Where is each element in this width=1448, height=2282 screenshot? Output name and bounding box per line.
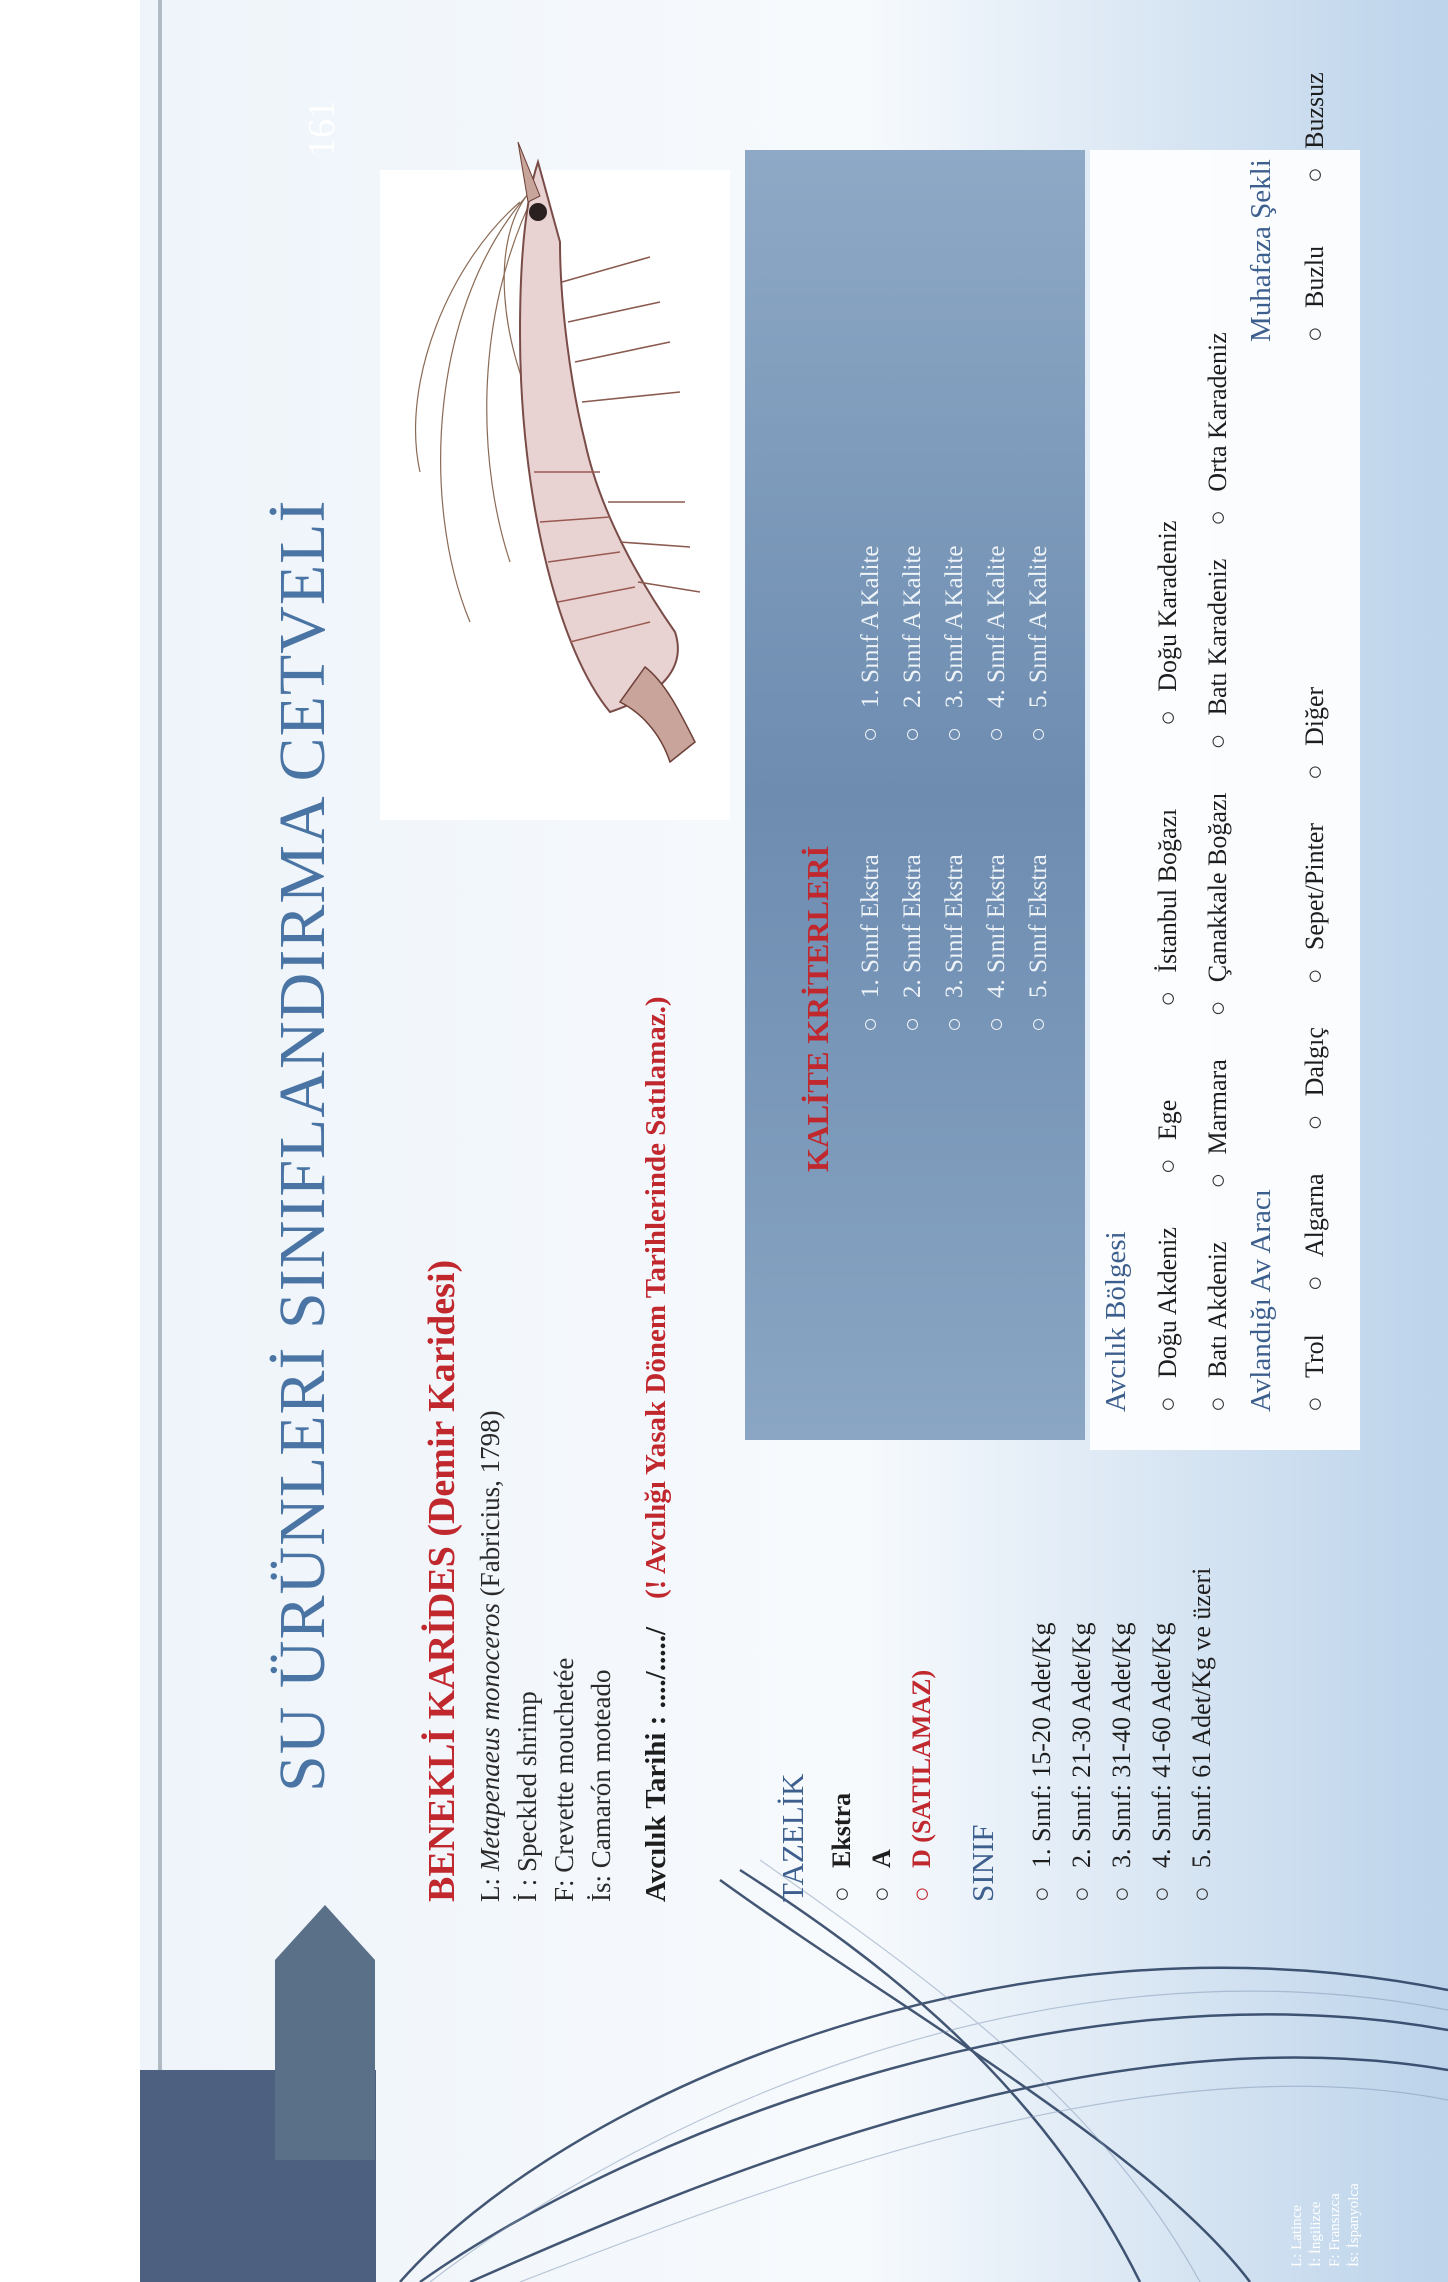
gear-option-label: Algarna bbox=[1300, 1173, 1329, 1258]
quality-extra-option[interactable] bbox=[976, 854, 1018, 1032]
radio-icon: ○ bbox=[857, 1016, 884, 1032]
region-option-label: Orta Karadeniz bbox=[1203, 332, 1232, 492]
quality-extra-option[interactable] bbox=[1018, 854, 1060, 1032]
radio-icon: ○ bbox=[1300, 764, 1329, 780]
quality-a-option[interactable] bbox=[934, 546, 976, 743]
radio-icon: ○ bbox=[1027, 1886, 1056, 1902]
radio-icon: ○ bbox=[1300, 1396, 1329, 1412]
freshness-options bbox=[822, 1669, 942, 1902]
region-option[interactable] bbox=[1203, 332, 1232, 526]
radio-icon: ○ bbox=[941, 726, 968, 742]
preservation-row bbox=[1295, 72, 1335, 342]
quality-extra-option[interactable] bbox=[850, 854, 892, 1032]
region-option[interactable] bbox=[1203, 1059, 1232, 1188]
region-option[interactable] bbox=[1203, 559, 1232, 750]
radio-icon: ○ bbox=[1203, 1396, 1232, 1412]
quality-option-label: 2. Sınıf Ekstra bbox=[899, 854, 926, 998]
language-legend bbox=[1288, 2183, 1364, 2267]
gear-title: Avlandığı Av Aracı bbox=[1245, 1189, 1277, 1412]
region-option[interactable] bbox=[1153, 809, 1182, 1007]
class-option-2[interactable] bbox=[1062, 1568, 1102, 1902]
region-option[interactable] bbox=[1203, 1242, 1232, 1412]
radio-icon: ○ bbox=[1300, 1114, 1329, 1131]
freshness-option-ekstra[interactable] bbox=[822, 1792, 862, 1902]
gear-option[interactable] bbox=[1300, 823, 1329, 984]
legend-french: F: Fransızca bbox=[1327, 2193, 1343, 2267]
region-title: Avcılık Bölgesi bbox=[1100, 1231, 1132, 1412]
quality-option-label: 1. Sınıf Ekstra bbox=[857, 854, 884, 998]
gear-option[interactable] bbox=[1300, 687, 1329, 780]
gear-option[interactable] bbox=[1300, 1173, 1329, 1291]
preservation-title: Muhafaza Şekli bbox=[1245, 159, 1277, 342]
page-number: 161 bbox=[301, 100, 343, 157]
region-option[interactable] bbox=[1153, 1227, 1182, 1412]
radio-icon: ○ bbox=[907, 1886, 936, 1902]
radio-icon: ○ bbox=[1025, 1016, 1052, 1032]
region-row-2 bbox=[1198, 332, 1238, 1412]
radio-icon: ○ bbox=[1187, 1886, 1216, 1902]
shrimp-illustration bbox=[410, 122, 730, 802]
quality-option-label: 4. Sınıf Ekstra bbox=[983, 854, 1010, 998]
quality-a-list bbox=[850, 546, 1060, 743]
class-option-label: 4. Sınıf: 41-60 Adet/Kg bbox=[1147, 1622, 1176, 1868]
radio-icon: ○ bbox=[857, 726, 884, 742]
radio-icon: ○ bbox=[1300, 968, 1329, 985]
quality-extra-list bbox=[850, 854, 1060, 1032]
gear-option-label: Sepet/Pinter bbox=[1300, 822, 1329, 951]
class-option-3[interactable] bbox=[1102, 1568, 1142, 1902]
radio-icon: ○ bbox=[899, 1016, 926, 1032]
region-row-1 bbox=[1148, 521, 1188, 1412]
radio-icon: ○ bbox=[1153, 1396, 1182, 1412]
radio-icon: ○ bbox=[1300, 326, 1329, 342]
latin-prefix: L: bbox=[475, 1871, 505, 1902]
legend-english: İ: İngilizce bbox=[1308, 2201, 1324, 2267]
radio-icon: ○ bbox=[983, 1016, 1010, 1032]
quality-option-label: 3. Sınıf A Kalite bbox=[941, 545, 968, 708]
radio-icon: ○ bbox=[1203, 733, 1232, 750]
radio-icon: ○ bbox=[1147, 1886, 1176, 1902]
radio-icon: ○ bbox=[1300, 1275, 1329, 1292]
species-title: BENEKLİ KARİDES (Demir Karidesi) bbox=[421, 1259, 463, 1902]
radio-icon: ○ bbox=[1107, 1886, 1136, 1902]
quality-extra-option[interactable] bbox=[934, 854, 976, 1032]
quality-option-label: 2. Sınıf A Kalite bbox=[899, 545, 926, 708]
species-names bbox=[472, 1410, 620, 1902]
region-option-label: Batı Karadeniz bbox=[1203, 558, 1232, 716]
radio-icon: ○ bbox=[1203, 1000, 1232, 1017]
class-option-1[interactable] bbox=[1022, 1568, 1062, 1902]
gear-row bbox=[1295, 687, 1335, 1412]
radio-icon: ○ bbox=[899, 726, 926, 742]
latin-name: Metapenaeus monoceros bbox=[475, 1603, 505, 1872]
radio-icon: ○ bbox=[827, 1886, 856, 1902]
gear-option-label: Trol bbox=[1300, 1334, 1329, 1378]
english-name: İ : Speckled shrimp bbox=[512, 1691, 542, 1902]
gear-option-label: Diğer bbox=[1300, 686, 1329, 746]
freshness-option-label: A bbox=[867, 1849, 896, 1868]
radio-icon: ○ bbox=[1203, 1172, 1232, 1189]
legend-spanish: İs: İspanyolca bbox=[1346, 2183, 1362, 2267]
region-option-label: Doğu Akdeniz bbox=[1153, 1227, 1182, 1378]
quality-a-option[interactable] bbox=[850, 546, 892, 743]
radio-icon: ○ bbox=[1153, 1158, 1182, 1175]
quality-extra-option[interactable] bbox=[892, 854, 934, 1032]
spanish-name: İs: Camarón moteado bbox=[586, 1669, 616, 1902]
freshness-option-a[interactable] bbox=[862, 1849, 902, 1902]
radio-icon: ○ bbox=[867, 1886, 896, 1902]
page-title: SU ÜRÜNLERİ SINIFLANDIRMA CETVELİ bbox=[266, 499, 339, 1792]
region-option-label: Marmara bbox=[1203, 1059, 1232, 1155]
region-option[interactable] bbox=[1203, 792, 1232, 1016]
region-option-label: Çanakkale Boğazı bbox=[1203, 792, 1232, 983]
radio-icon: ○ bbox=[941, 1016, 968, 1032]
freshness-option-label: D (SATILAMAZ) bbox=[907, 1669, 936, 1868]
radio-icon: ○ bbox=[1067, 1886, 1096, 1902]
freshness-option-label: Ekstra bbox=[827, 1792, 856, 1868]
fishing-ban-warning: (! Avcılığı Yasak Dönem Tarihlerinde Satılamaz.) bbox=[640, 996, 672, 1599]
quality-a-option[interactable] bbox=[892, 546, 934, 743]
class-option-5[interactable] bbox=[1182, 1568, 1222, 1902]
class-option-label: 2. Sınıf: 21-30 Adet/Kg bbox=[1067, 1622, 1096, 1868]
class-title: SINIF bbox=[965, 1824, 1000, 1902]
class-options bbox=[1022, 1568, 1222, 1902]
latin-name-line bbox=[472, 1410, 509, 1902]
preservation-option[interactable] bbox=[1300, 246, 1329, 342]
gear-option[interactable] bbox=[1300, 1027, 1329, 1130]
quality-option-label: 4. Sınıf A Kalite bbox=[983, 545, 1010, 708]
preservation-option[interactable] bbox=[1300, 72, 1329, 183]
region-option[interactable] bbox=[1153, 1100, 1182, 1174]
radio-icon: ○ bbox=[1153, 990, 1182, 1007]
quality-option-label: 3. Sınıf Ekstra bbox=[941, 854, 968, 998]
region-option-label: Doğu Karadeniz bbox=[1153, 520, 1182, 692]
french-name: F: Crevette mouchetée bbox=[549, 1657, 579, 1902]
quality-option-label: 5. Sınıf A Kalite bbox=[1025, 545, 1052, 708]
quality-option-label: 1. Sınıf A Kalite bbox=[857, 545, 884, 708]
class-option-4[interactable] bbox=[1142, 1568, 1182, 1902]
region-option-label: Batı Akdeniz bbox=[1203, 1241, 1232, 1378]
preservation-option-label: Buzsuz bbox=[1300, 72, 1329, 149]
freshness-option-d[interactable] bbox=[902, 1669, 942, 1902]
preservation-option-label: Buzlu bbox=[1300, 245, 1329, 308]
fishing-date-line bbox=[640, 996, 673, 1902]
gear-option-label: Dalgıç bbox=[1300, 1027, 1329, 1097]
legend-latin: L: Latince bbox=[1289, 2204, 1305, 2267]
quality-option-label: 5. Sınıf Ekstra bbox=[1025, 854, 1052, 998]
region-option-label: İstanbul Boğazı bbox=[1153, 808, 1182, 973]
latin-author: (Fabricius, 1798) bbox=[475, 1410, 505, 1604]
freshness-title: TAZELİK bbox=[775, 1773, 810, 1902]
quality-a-option[interactable] bbox=[1018, 546, 1060, 743]
radio-icon: ○ bbox=[1300, 167, 1329, 183]
radio-icon: ○ bbox=[1025, 726, 1052, 742]
class-option-label: 3. Sınıf: 31-40 Adet/Kg bbox=[1107, 1622, 1136, 1868]
class-option-label: 1. Sınıf: 15-20 Adet/Kg bbox=[1027, 1622, 1056, 1868]
fishing-date-label: Avcılık Tarihi : ..../...../ bbox=[640, 1626, 672, 1902]
gear-option[interactable] bbox=[1300, 1334, 1329, 1412]
quality-a-option[interactable] bbox=[976, 546, 1018, 743]
region-option[interactable] bbox=[1153, 521, 1182, 726]
radio-icon: ○ bbox=[983, 726, 1010, 742]
radio-icon: ○ bbox=[1153, 710, 1182, 726]
radio-icon: ○ bbox=[1203, 509, 1232, 526]
class-option-label: 5. Sınıf: 61 Adet/Kg ve üzeri bbox=[1187, 1567, 1216, 1868]
region-option-label: Ege bbox=[1153, 1099, 1182, 1141]
quality-title: KALİTE KRİTERLERİ bbox=[800, 845, 835, 1172]
